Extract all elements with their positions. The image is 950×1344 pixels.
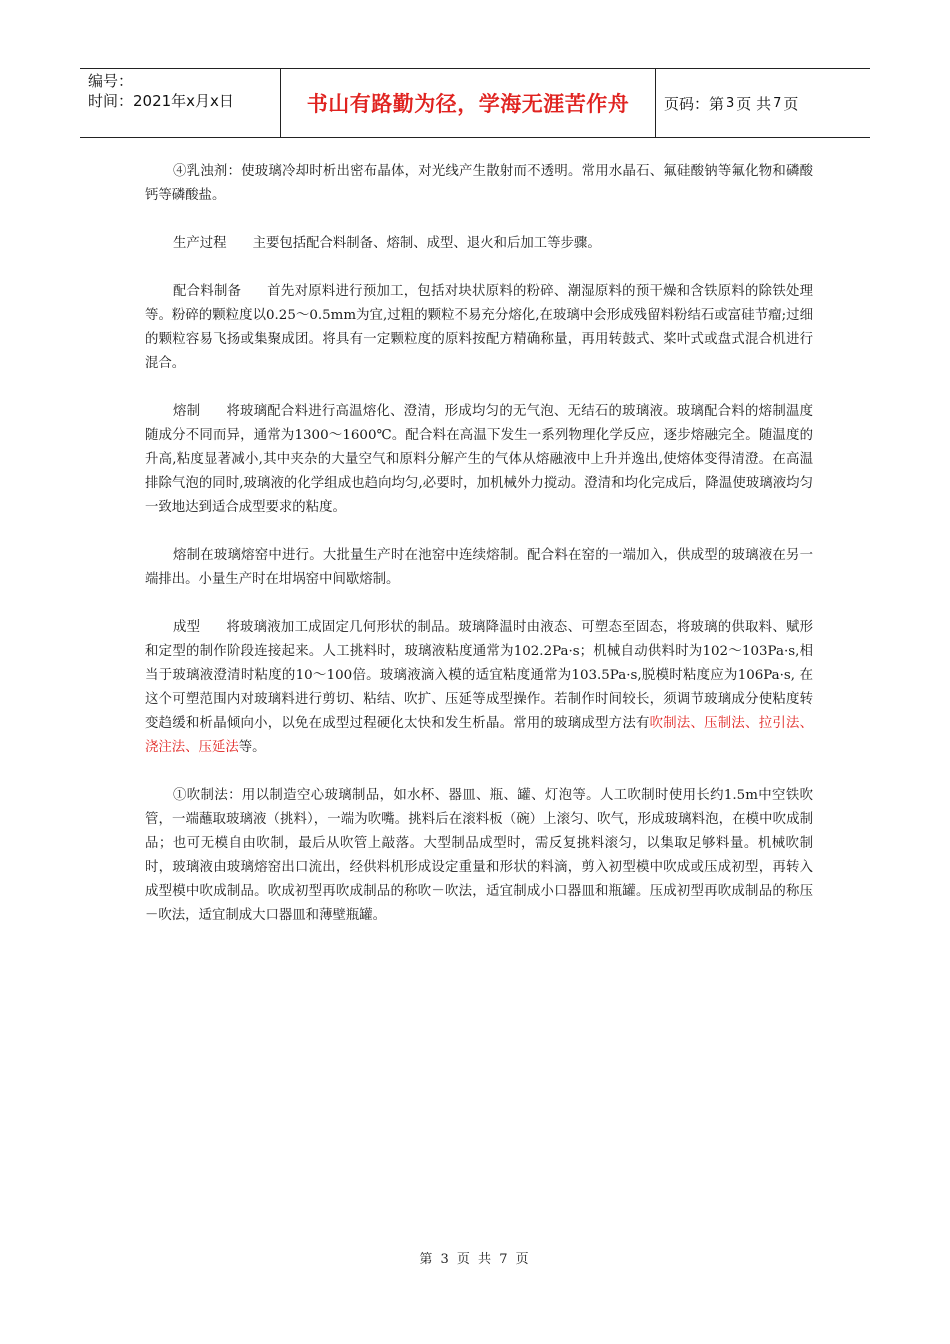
paragraph-blowing-method [145, 784, 813, 928]
page-footer [0, 1248, 950, 1267]
footer-page-number: 第 3 页 共 7 页 [419, 1252, 531, 1267]
paragraph-text: 主要包括配合料制备、熔制、成型、退火和后加工等步骤。 [252, 236, 601, 251]
section-term: 生产过程 [173, 236, 227, 251]
paragraph-text: 熔制在玻璃熔窑中进行。大批量生产时在池窑中连续熔制。配合料在窑的一端加入，供成型的玻璃液在另一端排出。小量生产时在坩埚窑中间歇熔制。 [145, 548, 813, 587]
page-label-suffix: 页 [783, 94, 799, 113]
document-date-label: 时间：2021年x月x日 [88, 92, 234, 110]
page-current-number: 3 [726, 95, 735, 111]
motto-text: 书山有路勤为径，学海无涯苦作舟 [306, 91, 630, 116]
paragraph-text: 首先对原料进行预加工，包括对块状原料的粉碎、潮湿原料的预干燥和含铁原料的除铁处理等。粉碎的颗粒度以0.25～0.5mm为宜,过粗的颗粒不易充分熔化,在玻璃中会形成残留料粉结石或富硅节瘤;过细的颗粒容易飞扬或集聚成团。将具有一定颗粒度的原料按配方精确称量，再用转鼓式、桨叶式或盘式混合机进行混合。 [145, 284, 814, 371]
paragraph-opacifier [145, 160, 813, 208]
document-number-label: 编号： [88, 72, 134, 90]
paragraph-forming [145, 616, 813, 760]
header-motto-cell [281, 69, 656, 137]
paragraph-text-end: 等。 [238, 740, 266, 755]
paragraph-text: 将玻璃配合料进行高温熔化、澄清，形成均匀的无气泡、无结石的玻璃液。玻璃配合料的熔制温度随成分不同而异，通常为1300～1600℃。配合料在高温下发生一系列物理化学反应，逐步熔融完全。随温度的升高,粘度显著减小,其中夹杂的大量空气和原料分解产生的气体从熔融液中上升并逸出,使熔体变得清澄。在高温排除气泡的同时,玻璃液的化学组成也趋向均匀,必要时，加机械外力搅动。澄清和均化完成后，降温使玻璃液均匀一致地达到适合成型要求的粘度。 [145, 404, 814, 515]
section-term: 配合料制备 [173, 284, 242, 299]
paragraph-production-process [145, 232, 813, 256]
page-header [80, 68, 870, 138]
header-info-cell [80, 69, 281, 137]
paragraph-text: ①吹制法：用以制造空心玻璃制品，如水杯、器皿、瓶、罐、灯泡等。人工吹制时使用长约1.5m中空铁吹管，一端蘸取玻璃液（挑料），一端为吹嘴。挑料后在滚料板（碗）上滚匀、吹气，形成玻璃料泡，在模中吹成制品；也可无模自由吹制，最后从吹管上敲落。大型制品成型时，需反复挑料滚匀，以集取足够料量。机械吹制时，玻璃液由玻璃熔窑出口流出，经供料机形成设定重量和形状的料滴，剪入初型模中吹成或压成初型，再转入成型模中吹成制品。吹成初型再吹成制品的称吹－吹法，适宜制成小口器皿和瓶罐。压成初型再吹成制品的称压－吹法，适宜制成大口器皿和薄壁瓶罐。 [145, 788, 813, 923]
section-term: 成型 [173, 620, 201, 635]
paragraph-text: ④乳浊剂：使玻璃冷却时析出密布晶体，对光线产生散射而不透明。常用水晶石、氟硅酸钠等氟化物和磷酸钙等磷酸盐。 [145, 164, 813, 203]
page-label-mid: 页 共 [736, 94, 772, 113]
page-total-number: 7 [773, 95, 782, 111]
paragraph-batch-preparation [145, 280, 813, 376]
paragraph-melting-furnace [145, 544, 813, 592]
forming-methods-highlight: 吹制法、压制法、拉引法、浇注法、压延法 [145, 716, 813, 755]
paragraph-melting [145, 400, 813, 520]
paragraph-text: 将玻璃液加工成固定几何形状的制品。玻璃降温时由液态、可塑态至固态，将玻璃的供取料、赋形和定型的制作阶段连接起来。人工挑料时，玻璃液粘度通常为102.2Pa·s；机械自动供料时为102～103Pa·s,相当于玻璃液澄清时粘度的10～100倍。玻璃液滴入模的适宜粘度通常为103.5Pa·s,脱模时粘度应为106Pa·s, 在这个可塑范围内对玻璃料进行剪切、粘结、吹扩、压延等成型操作。若制作时间较长，须调节玻璃成分使粘度转变趋缓和析晶倾向小，以免在成型过程硬化太快和发生析晶。常用的玻璃成型方法有 [145, 620, 814, 731]
page-label-prefix: 页码：第 [664, 94, 725, 113]
document-body [145, 160, 813, 952]
header-page-cell [656, 69, 870, 137]
section-term: 熔制 [173, 404, 201, 419]
